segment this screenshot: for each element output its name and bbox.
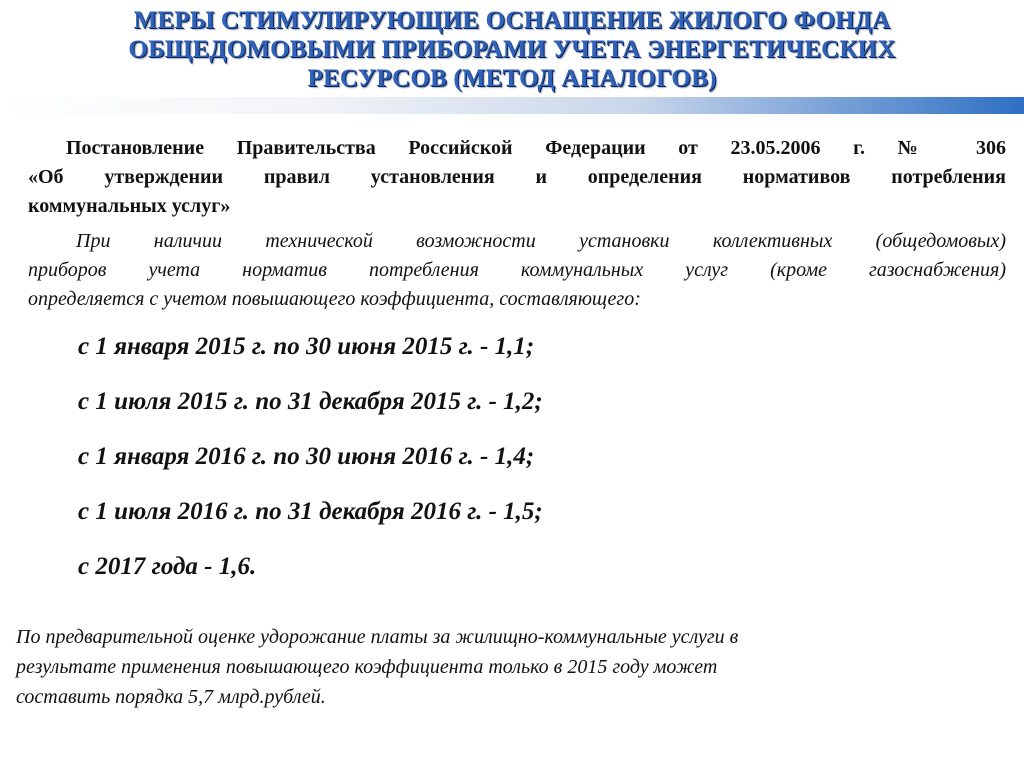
- note-line: определяется с учетом повышающего коэффициента, составляющего:: [28, 288, 641, 310]
- note-line: приборов учета норматив потребления коммунальных услуг (кроме газоснабжения): [28, 259, 1006, 281]
- period-item: с 1 июля 2015 г. по 31 декабря 2015 г. - 1,2;: [78, 388, 543, 415]
- note-line: При наличии технической возможности установки коллективных (общедомовых): [76, 230, 1006, 252]
- slide-title-line: РЕСУРСОВ (МЕТОД АНАЛОГОВ): [307, 65, 717, 92]
- title-divider-bar: [0, 97, 1024, 114]
- decree-line: «Об утверждении правил установления и определения нормативов потребления: [28, 166, 1006, 188]
- estimate-line: результате применения повышающего коэффициента только в 2015 году может: [16, 656, 718, 678]
- period-item: с 2017 года - 1,6.: [78, 553, 257, 580]
- coefficient-periods-list: [78, 330, 543, 605]
- slide-title-line: ОБЩЕДОМОВЫМИ ПРИБОРАМИ УЧЕТА ЭНЕРГЕТИЧЕСКИХ: [128, 36, 896, 63]
- decree-line: Постановление Правительства Российской Федерации от 23.05.2006 г. № 306: [66, 137, 1006, 159]
- period-item: с 1 января 2015 г. по 30 июня 2015 г. - 1,1;: [78, 333, 535, 360]
- slide-title-line: МЕРЫ СТИМУЛИРУЮЩИЕ ОСНАЩЕНИЕ ЖИЛОГО ФОНДА: [133, 7, 891, 34]
- decree-line: коммунальных услуг»: [28, 195, 231, 217]
- coefficient-note: [28, 227, 1006, 314]
- estimate-line: составить порядка 5,7 млрд.рублей.: [16, 686, 326, 708]
- slide-title: [0, 6, 1024, 93]
- period-item: с 1 июля 2016 г. по 31 декабря 2016 г. - 1,5;: [78, 498, 543, 525]
- period-item: с 1 января 2016 г. по 30 июня 2016 г. - 1,4;: [78, 443, 535, 470]
- estimate-line: По предварительной оценке удорожание платы за жилищно-коммунальные услуги в: [16, 626, 739, 648]
- decree-reference: [28, 134, 1006, 221]
- cost-estimate-note: [16, 622, 976, 712]
